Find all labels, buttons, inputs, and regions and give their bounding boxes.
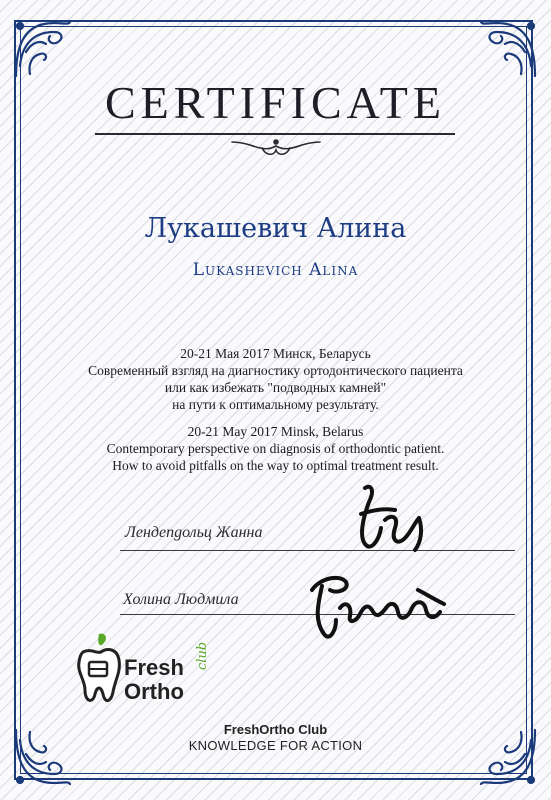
event-title-line-1-en: Contemporary perspective on diagnosis of orthodontic patient. xyxy=(106,441,445,456)
certificate-title: CERTIFICATE xyxy=(104,77,447,128)
logo-word-fresh: Fresh xyxy=(124,655,184,680)
logo-word-ortho: Ortho xyxy=(124,679,184,704)
tooth-icon xyxy=(73,630,123,708)
event-date-place-en: 20-21 May 2017 Minsk, Belarus xyxy=(187,424,364,439)
corner-ornament-icon xyxy=(475,16,541,82)
footer-slogan: KNOWLEDGE FOR ACTION xyxy=(188,738,363,753)
event-title-line-1-ru: Современный взгляд на диагностику ортодонтического пациента xyxy=(88,363,463,378)
event-description-russian xyxy=(0,345,551,413)
handwritten-signature-icon xyxy=(300,560,460,645)
title-divider xyxy=(95,133,455,135)
signatory-name-2: Холина Людмила xyxy=(123,591,239,608)
corner-ornament-icon xyxy=(10,16,76,82)
event-title-line-2-ru: или как избежать "подводных камней" xyxy=(164,380,387,395)
signatory-name-1: Лендengольц Жанна xyxy=(125,524,263,541)
event-title-line-3-ru: на пути к оптимальному результату. xyxy=(172,397,379,412)
event-date-place-ru: 20-21 Мая 2017 Минск, Беларусь xyxy=(180,346,371,361)
recipient-name-russian: Лукашевич Алина xyxy=(144,213,407,244)
signature-line-1 xyxy=(120,550,515,551)
event-title-line-2-en: How to avoid pitfalls on the way to optimal treatment result. xyxy=(112,458,439,473)
event-description-english xyxy=(0,423,551,474)
footer-organization: FreshOrtho Club xyxy=(223,722,328,737)
flourish-icon xyxy=(226,136,326,158)
logo-word-club: club xyxy=(195,641,210,670)
recipient-name-english: Lukashevich Alina xyxy=(192,260,359,280)
handwritten-signature-icon xyxy=(335,480,445,570)
